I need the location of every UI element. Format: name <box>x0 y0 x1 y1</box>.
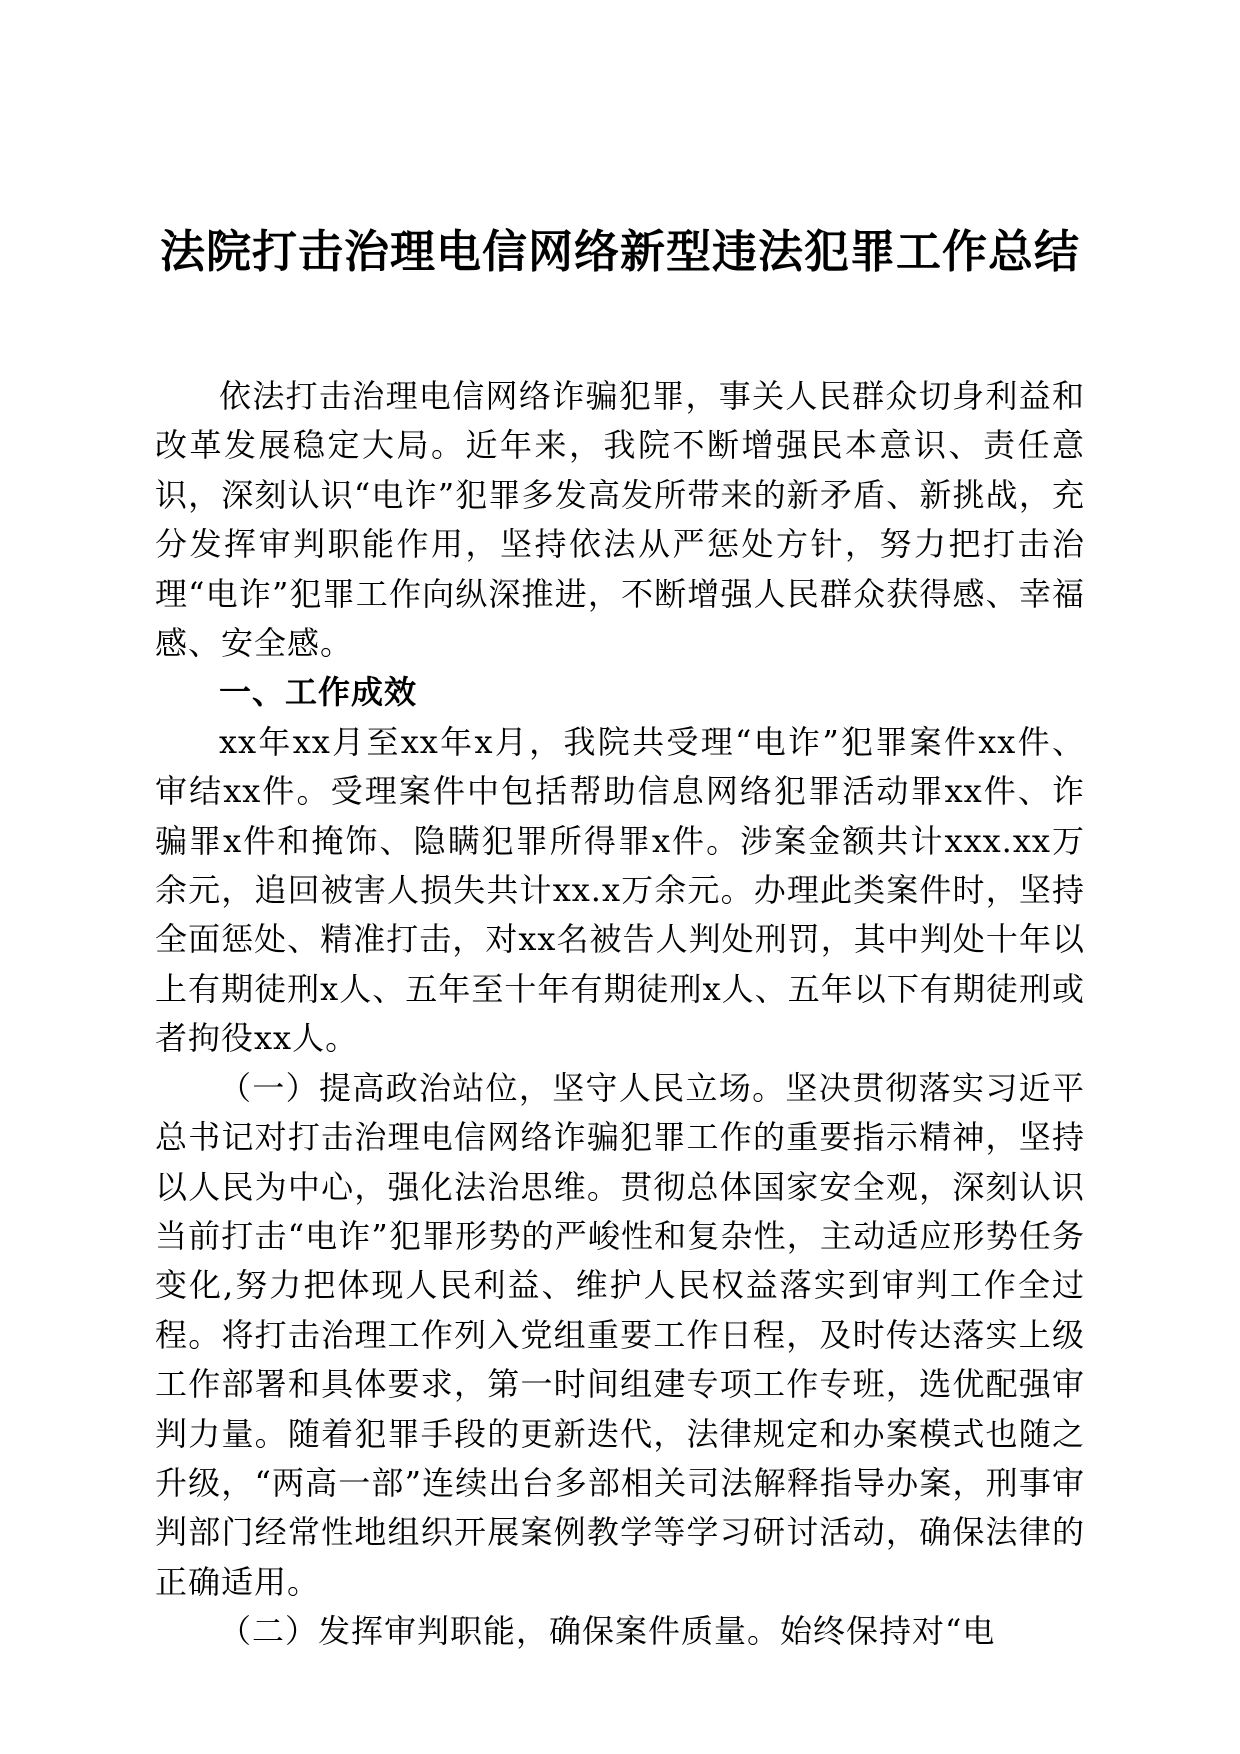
work-results-paragraph: xx年xx月至xx年x月，我院共受理“电诈”犯罪案件xx件、审结xx件。受理案件中包括帮助信息网络犯罪活动罪xx件、诈骗罪x件和掩饰、隐瞒犯罪所得罪x件。涉案金额共计xxx.xx万余元，追回被害人损失共计xx.x万余元。办理此类案件时，坚持全面惩处、精准打击，对xx名被告人判处刑罚，其中判处十年以上有期徒刑x人、五年至十年有期徒刑x人、五年以下有期徒刑或者拘役xx人。 <box>155 722 1085 1058</box>
document-title: 法院打击治理电信网络新型违法犯罪工作总结 <box>159 225 1080 278</box>
document-body <box>155 372 1085 1657</box>
intro-paragraph: 依法打击治理电信网络诈骗犯罪，事关人民群众切身利益和改革发展稳定大局。近年来，我院不断增强民本意识、责任意识，深刻认识“电诈”犯罪多发高发所带来的新矛盾、新挑战，充分发挥审判职能作用，坚持依法从严惩处方针，努力把打击治理“电诈”犯罪工作向纵深推进，不断增强人民群众获得感、幸福感、安全感。 <box>155 377 1085 663</box>
subsection-trial-function: （二）发挥审判职能，确保案件质量。始终保持对“电 <box>219 1612 996 1651</box>
subsection-political-stance: （一）提高政治站位，坚守人民立场。坚决贯彻落实习近平总书记对打击治理电信网络诈骗犯罪工作的重要指示精神，坚持以人民为中心，强化法治思维。贯彻总体国家安全观，深刻认识当前打击“电诈”犯罪形势的严峻性和复杂性，主动适应形势任务变化,努力把体现人民利益、维护人民权益落实到审判工作全过程。将打击治理工作列入党组重要工作日程，及时传达落实上级工作部署和具体要求，第一时间组建专项工作专班，选优配强审判力量。随着犯罪手段的更新迭代，法律规定和办案模式也随之升级，“两高一部”连续出台多部相关司法解释指导办案，刑事审判部门经常性地组织开展案例教学等学习研讨活动，确保法律的正确适用。 <box>155 1068 1085 1601</box>
section-heading-work-results: 一、工作成效 <box>219 673 418 712</box>
